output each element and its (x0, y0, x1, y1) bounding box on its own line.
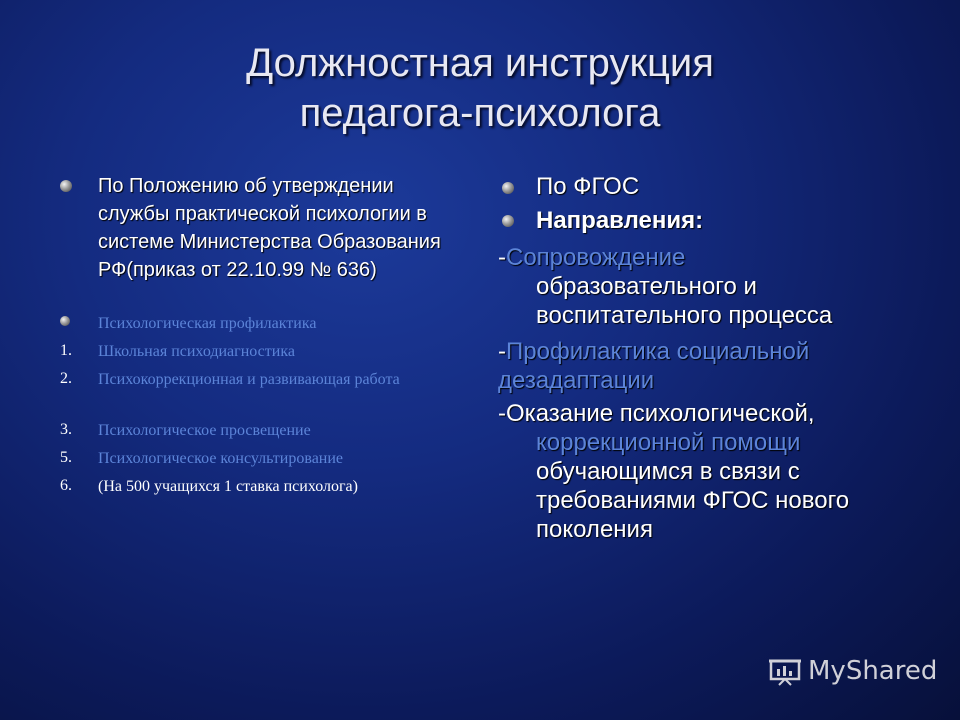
item-number: 5. (60, 449, 72, 466)
direction-2 (498, 337, 898, 395)
watermark (768, 656, 937, 686)
bullet-icon (60, 180, 72, 192)
title-line-1: Должностная инструкция (246, 41, 714, 85)
direction-3-blue: коррекционной помощи (536, 429, 801, 456)
left-item-profilaktika: Психологическая профилактика (98, 315, 317, 332)
item-number: 2. (60, 370, 72, 387)
direction-3 (498, 399, 898, 544)
slide-title (0, 38, 960, 138)
left-item-6: (На 500 учащихся 1 ставка психолога) (98, 478, 358, 495)
left-item-2: Психокоррекционная и развивающая работа (98, 371, 400, 388)
presentation-icon (768, 656, 802, 686)
title-line-2: педагога-психолога (299, 91, 661, 135)
item-number: 6. (60, 477, 72, 494)
watermark-text: MyShared (808, 656, 938, 686)
bullet-icon (60, 316, 70, 326)
direction-2-title: Профилактика социальной дезадаптации (498, 338, 810, 394)
left-item-3: Психологическое просвещение (98, 422, 311, 439)
dash: - (498, 338, 506, 365)
direction-3-text: обучающимся в связи с требованиями ФГОС нового поколения (536, 458, 850, 543)
direction-1 (498, 243, 898, 330)
item-number: 3. (60, 421, 72, 438)
bullet-icon (502, 215, 514, 227)
left-item-5: Психологическое консультирование (98, 450, 344, 467)
direction-1-text: образовательного и воспитательного процесса (536, 273, 833, 329)
right-item-napravleniya: Направления: (536, 207, 704, 234)
left-intro-text: По Положению об утверждении службы практической психологии в системе Министерства Образования РФ(приказ от 22.10.99 № 636) (98, 175, 441, 281)
dash: - (498, 244, 506, 271)
direction-3-title: -Оказание психологической, (498, 400, 815, 427)
item-number: 1. (60, 342, 72, 359)
direction-1-title: Сопровождение (506, 244, 686, 271)
bullet-icon (502, 182, 514, 194)
left-item-1: Школьная психодиагностика (98, 343, 295, 360)
right-item-fgos: По ФГОС (536, 173, 640, 200)
